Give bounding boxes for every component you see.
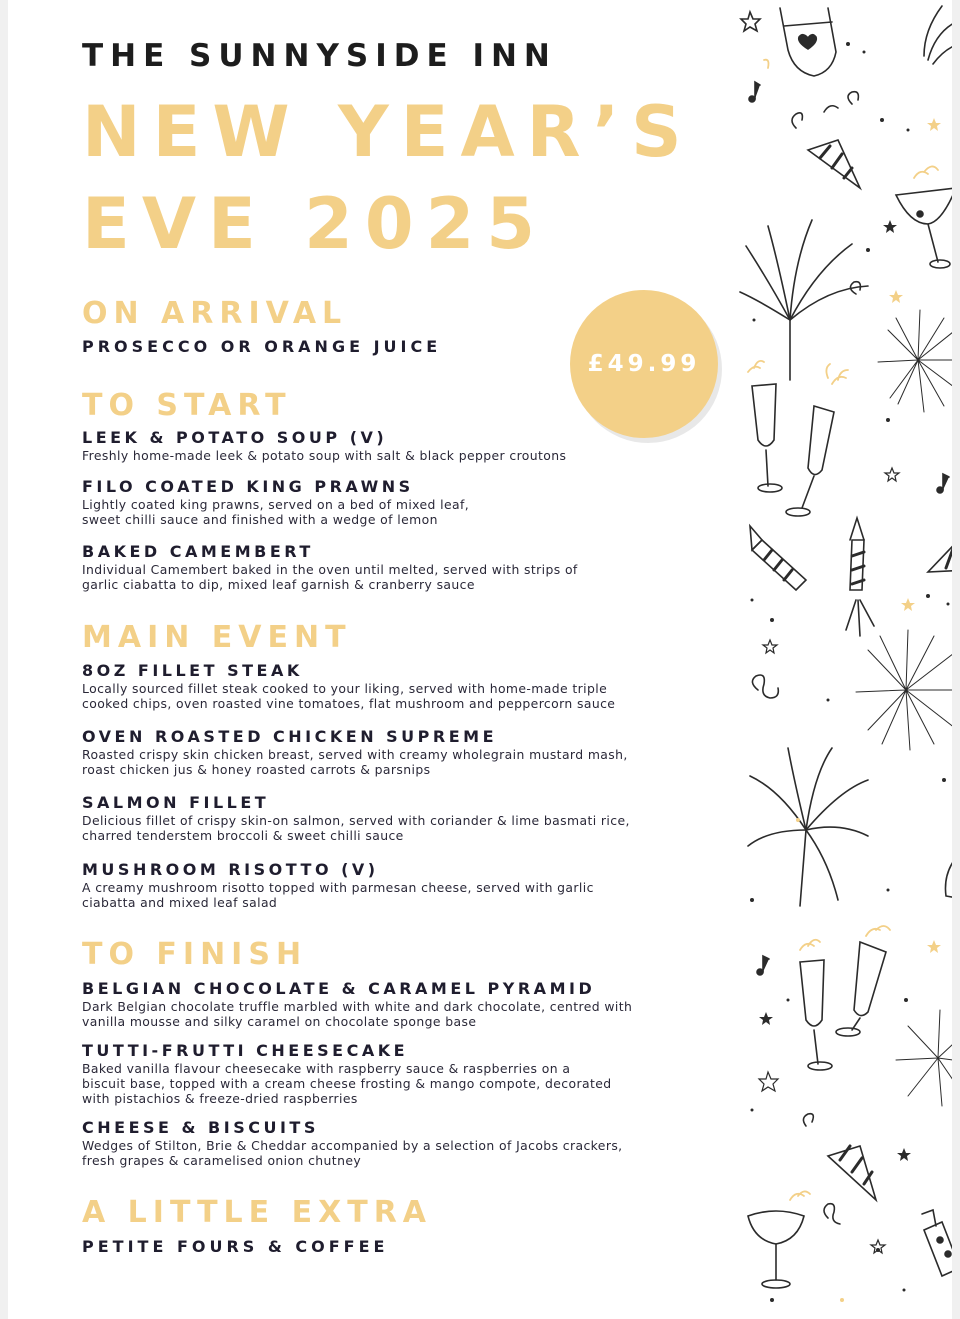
swirl-icon <box>752 92 860 1224</box>
price-badge: £49.99 <box>570 290 718 438</box>
dish-description: A creamy mushroom risotto topped with parmesan cheese, served with garlic ciabatta and mixed leaf salad <box>82 880 594 910</box>
champagne-bottle-icon <box>780 8 836 76</box>
sunburst-icon <box>878 310 952 412</box>
inn-name: THE SUNNYSIDE INN <box>82 38 557 74</box>
dish-description: Individual Camembert baked in the oven until melted, served with strips of garlic ciabatta to dip, mixed leaf garnish & cranberry sauce <box>82 562 578 592</box>
dish-name: TUTTI-FRUTTI CHEESECAKE <box>82 1041 409 1060</box>
champagne-flute-icon <box>800 942 886 1070</box>
firework-burst-icon <box>748 748 868 906</box>
firework-burst-icon <box>924 6 952 64</box>
arrival-drink: PROSECCO OR ORANGE JUICE <box>82 337 442 356</box>
dish-name: BELGIAN CHOCOLATE & CARAMEL PYRAMID <box>82 979 596 998</box>
dish-name: OVEN ROASTED CHICKEN SUPREME <box>82 727 497 746</box>
section-title-start: TO START <box>82 388 292 423</box>
party-hat-icon <box>928 530 952 900</box>
dish-description: Freshly home-made leek & potato soup with salt & black pepper croutons <box>82 448 567 463</box>
dish-name: LEEK & POTATO SOUP (V) <box>82 428 388 447</box>
champagne-flute-icon <box>752 384 834 516</box>
dish-description: Roasted crispy skin chicken breast, served with creamy wholegrain mustard mash, roast chicken jus & honey roasted carrots & parsnips <box>82 747 628 777</box>
dish-fillet-steak <box>82 661 702 711</box>
cocktail-glass-icon <box>748 1211 804 1288</box>
firework-rocket-icon <box>922 1210 952 1276</box>
firework-burst-icon <box>740 220 868 380</box>
dish-tutti-frutti-cheesecake <box>82 1041 702 1106</box>
extra-item: PETITE FOURS & COFFEE <box>82 1237 389 1256</box>
dish-name: 8OZ FILLET STEAK <box>82 661 303 680</box>
section-title-main: MAIN EVENT <box>82 620 352 655</box>
section-title-extra: A LITTLE EXTRA <box>82 1195 433 1230</box>
party-popper-icon <box>803 1114 876 1200</box>
dish-mushroom-risotto <box>82 860 702 910</box>
dish-description: Lightly coated king prawns, served on a bed of mixed leaf, sweet chilli sauce and finished with a wedge of lemon <box>82 497 470 527</box>
firework-rocket-icon <box>750 518 874 636</box>
sunburst-icon <box>896 1010 952 1106</box>
dish-salmon-fillet <box>82 793 702 843</box>
dish-description: Baked vanilla flavour cheesecake with raspberry sauce & raspberries on a biscuit base, topped with a cream cheese frosting & mango compote, decorated with pistachios & freeze-dried raspberries <box>82 1061 612 1106</box>
cocktail-glass-icon <box>896 188 952 268</box>
dish-name: BAKED CAMEMBERT <box>82 542 314 561</box>
dish-description: Locally sourced fillet steak cooked to your liking, served with home-made triple cooked chips, oven roasted vine tomatoes, flat mushroom and peppercorn sauce <box>82 681 616 711</box>
dish-name: SALMON FILLET <box>82 793 270 812</box>
dish-description: Dark Belgian chocolate truffle marbled with white and dark chocolate, centred with vanilla mousse and silky caramel on chocolate sponge base <box>82 999 633 1029</box>
menu-page <box>8 0 952 1319</box>
dish-description: Wedges of Stilton, Brie & Cheddar accompanied by a selection of Jacobs crackers, fresh grapes & caramelised onion chutney <box>82 1138 623 1168</box>
sunburst-icon <box>856 630 952 750</box>
headline-line-2: EVE 2025 <box>82 183 548 265</box>
dish-cheese-biscuits <box>82 1118 702 1168</box>
section-title-arrival: ON ARRIVAL <box>82 296 348 331</box>
dish-name: CHEESE & BISCUITS <box>82 1118 319 1137</box>
dish-name: MUSHROOM RISOTTO (V) <box>82 860 379 879</box>
dish-filo-king-prawns <box>82 477 702 527</box>
confetti-dots <box>750 42 950 1302</box>
gold-star-icon <box>796 118 941 1302</box>
dish-description: Delicious fillet of crispy skin-on salmon, served with coriander & lime basmati rice, charred tenderstem broccoli & sweet chilli sauce <box>82 813 630 843</box>
party-popper-icon <box>792 106 860 188</box>
headline-line-1: NEW YEAR’S <box>82 91 694 173</box>
party-illustration <box>728 0 952 1319</box>
dish-baked-camembert <box>82 542 702 592</box>
dish-name: FILO COATED KING PRAWNS <box>82 477 414 496</box>
star-icon <box>741 12 760 31</box>
dish-chocolate-pyramid <box>82 979 702 1029</box>
section-title-finish: TO FINISH <box>82 937 308 972</box>
dish-leek-potato-soup <box>82 428 702 463</box>
star-outline-icon <box>759 468 899 1253</box>
dish-chicken-supreme <box>82 727 702 777</box>
event-headline <box>82 86 694 270</box>
